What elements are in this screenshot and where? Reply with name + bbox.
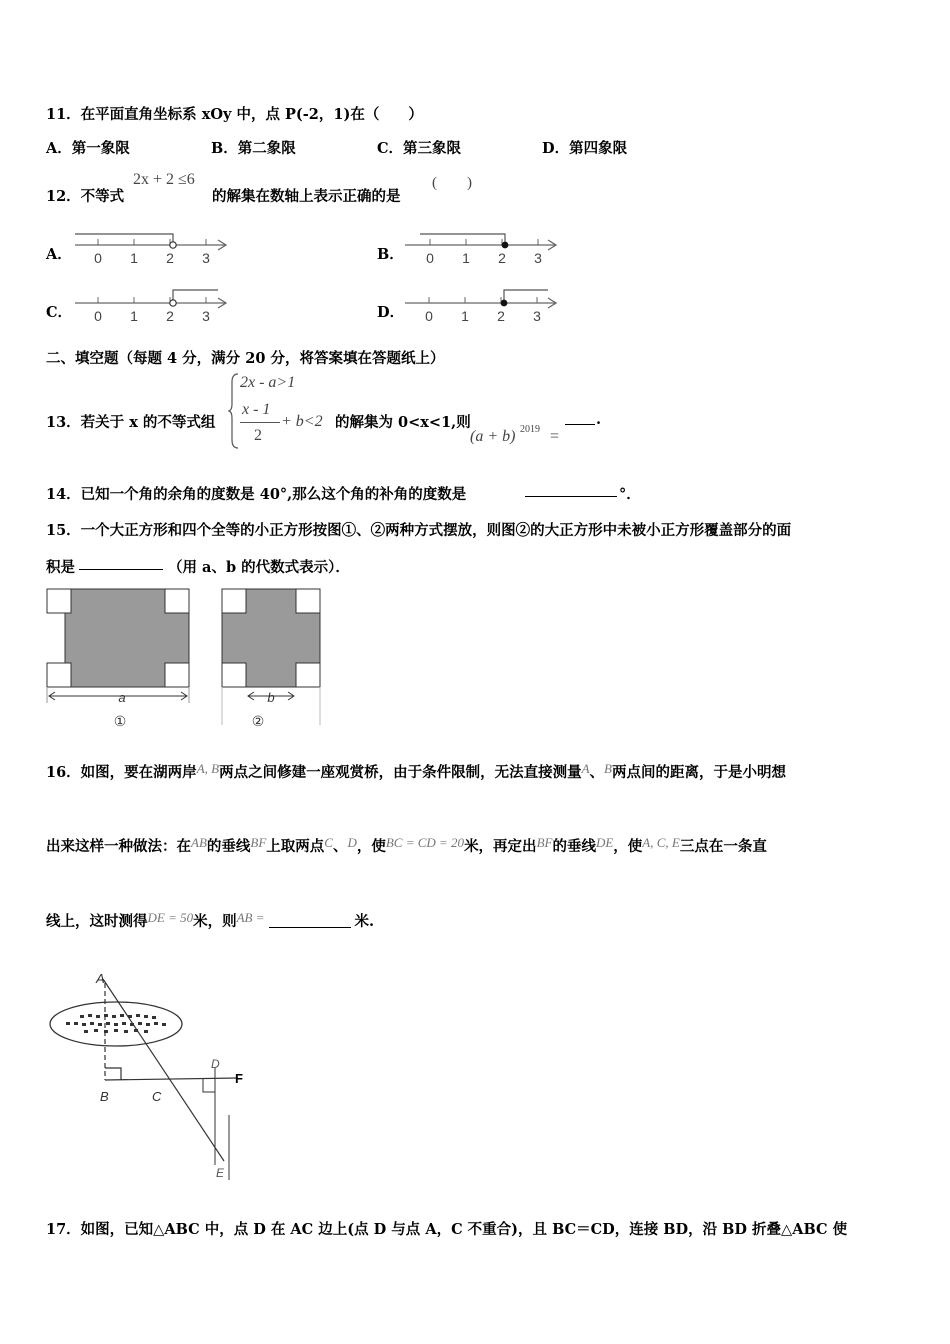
q12-paren: ( ) xyxy=(432,175,472,191)
tick-0: 0 xyxy=(426,250,434,266)
tick-0: 0 xyxy=(425,308,433,324)
q16-math-c: C xyxy=(324,835,333,850)
q13-line1: 2x - a>1 xyxy=(240,374,296,391)
q13-answer-blank[interactable] xyxy=(565,410,595,425)
q16-math-d: D xyxy=(347,835,357,850)
q16-line1 xyxy=(46,761,786,782)
q17-text: 17．如图，已知△ABC 中，点 D 在 AC 边上(点 D 与点 A，C 不重合)，且 BC＝CD，连接 BD，沿 BD 折叠△ABC 使 xyxy=(46,1221,848,1238)
tick-1: 1 xyxy=(462,250,470,266)
q12-rest: 的解集在数轴上表示正确的是 xyxy=(212,188,401,205)
tick-0: 0 xyxy=(94,250,102,266)
q16-text: 三点在一条直 xyxy=(679,838,767,855)
q14-text: 14．已知一个角的余角的度数是 40°,那么这个角的补角的度数是 xyxy=(46,486,467,503)
q13-line2-rest: + b<2 xyxy=(281,413,323,430)
q12-label-c: C． xyxy=(46,304,73,321)
q16-math-ab: AB xyxy=(191,835,207,850)
q15-line1: 15．一个大正方形和四个全等的小正方形按图①、②两种方式摆放，则图②的大正方形中未被小正方形覆盖部分的面 xyxy=(46,522,792,539)
q11-option-b: B．第二象限 xyxy=(211,140,296,157)
q16-figure xyxy=(48,965,258,1187)
q13-end: . xyxy=(596,411,602,428)
q11-option-d: D．第四象限 xyxy=(542,140,628,157)
q13-eq: = xyxy=(550,428,560,445)
tick-2: 2 xyxy=(497,308,505,324)
q12-label-a: A． xyxy=(46,246,72,263)
q12-label-d: D． xyxy=(377,304,405,321)
tick-2: 2 xyxy=(166,250,174,266)
q16-text: ，使 xyxy=(356,838,386,855)
section-title: 二、填空题（每题 4 分，满分 20 分，将答案填在答题纸上） xyxy=(46,350,445,367)
number-line-b xyxy=(400,226,565,268)
q16-text: 米，则 xyxy=(193,913,237,930)
number-line-d xyxy=(400,284,565,326)
q13-frac-num: x - 1 xyxy=(242,401,271,418)
label-f: F xyxy=(235,1071,243,1086)
label-a: A xyxy=(96,971,105,986)
q16-text: 上取两点 xyxy=(266,838,325,855)
q16-math-bf: BF xyxy=(536,835,553,850)
q16-text: 的垂线 xyxy=(206,838,251,855)
q12-num: 12．不等式 xyxy=(46,188,125,205)
q16-math-a: A xyxy=(581,761,590,776)
label-b: B xyxy=(100,1089,109,1104)
q16-text: 米. xyxy=(354,913,375,930)
q13-exponent: 2019 xyxy=(520,424,540,435)
tick-3: 3 xyxy=(534,250,542,266)
fig1-var: a xyxy=(118,690,126,705)
label-d: D xyxy=(211,1057,220,1071)
q16-math-bf: BF xyxy=(250,835,267,850)
q14-answer-blank[interactable] xyxy=(525,482,617,497)
tick-2: 2 xyxy=(166,308,174,324)
q16-line2 xyxy=(46,835,767,856)
q16-text: 出来这样一种做法：在 xyxy=(46,838,191,855)
tick-1: 1 xyxy=(130,250,138,266)
q16-text: 、 xyxy=(589,764,605,781)
q11-option-a: A．第一象限 xyxy=(46,140,130,157)
q16-answer-blank[interactable] xyxy=(269,913,351,928)
q16-math-ace: A, C, E xyxy=(642,835,680,850)
fig2-label: ② xyxy=(251,713,265,729)
q16-text: 、 xyxy=(332,838,348,855)
q16-math-ab: A, B xyxy=(196,761,220,776)
q16-text: 的垂线 xyxy=(552,838,596,855)
q16-math-ab-eq: AB = xyxy=(236,910,265,925)
q16-text: 线上，这时测得 xyxy=(46,913,148,930)
q16-text: 两点之间修建一座观赏桥，由于条件限制，无法直接测量 xyxy=(219,764,582,781)
q14-end: °． xyxy=(619,486,641,503)
q16-math-de: DE xyxy=(595,835,614,850)
q16-text: 米，再定出 xyxy=(464,838,537,855)
label-c: C xyxy=(152,1089,162,1104)
q13-frac-bar xyxy=(240,422,280,423)
tick-1: 1 xyxy=(130,308,138,324)
q16-math-b: B xyxy=(604,761,612,776)
q15-line2-end: （用 a、b 的代数式表示）． xyxy=(168,559,350,576)
q16-text: 16．如图，要在湖两岸 xyxy=(46,764,197,781)
tick-0: 0 xyxy=(94,308,102,324)
q11-stem: 11．在平面直角坐标系 xOy 中，点 P(-2，1)在（ ） xyxy=(46,106,423,123)
q13-brace xyxy=(228,372,240,450)
tick-3: 3 xyxy=(533,308,541,324)
q16-math-de50: DE = 50 xyxy=(147,910,194,925)
q12-label-b: B． xyxy=(377,246,404,263)
q11-option-c: C．第三象限 xyxy=(377,140,462,157)
number-line-c xyxy=(70,284,235,326)
tick-3: 3 xyxy=(202,308,210,324)
q16-text: ，使 xyxy=(613,838,643,855)
fig2-var: b xyxy=(267,690,275,705)
fig1-label: ① xyxy=(113,713,127,729)
tick-2: 2 xyxy=(498,250,506,266)
number-line-a xyxy=(70,226,235,268)
q16-math-bc-cd: BC = CD = 20 xyxy=(385,835,465,850)
q13-after: 的解集为 0<x<1,则 xyxy=(335,414,471,431)
q16-text: 两点间的距离，于是小明想 xyxy=(611,764,786,781)
tick-1: 1 xyxy=(461,308,469,324)
q15-answer-blank[interactable] xyxy=(79,555,163,570)
tick-3: 3 xyxy=(202,250,210,266)
q15-line2-start: 积是 xyxy=(46,559,75,576)
q12-expr: 2x + 2 ≤6 xyxy=(133,171,195,188)
q13-frac-den: 2 xyxy=(254,427,262,444)
q15-figures xyxy=(44,585,324,733)
q13-num: 13．若关于 x 的不等式组 xyxy=(46,414,216,431)
q13-result: (a + b) xyxy=(470,428,516,445)
q16-line3 xyxy=(46,910,374,931)
label-e: E xyxy=(216,1166,225,1180)
